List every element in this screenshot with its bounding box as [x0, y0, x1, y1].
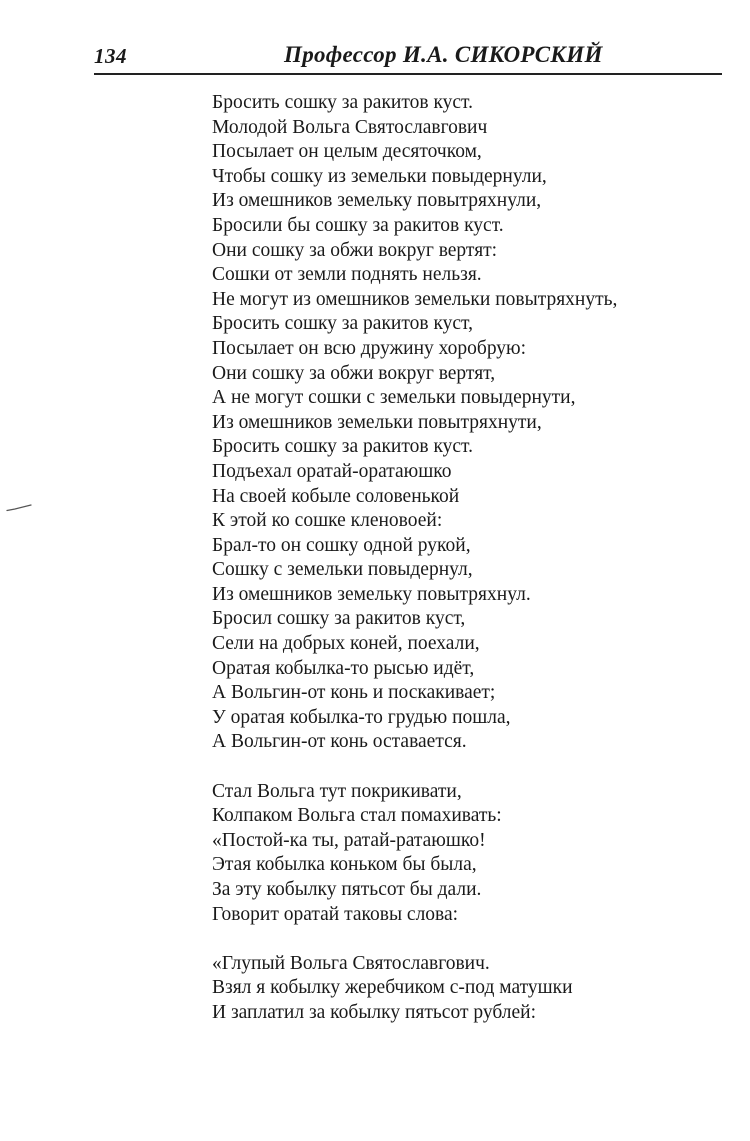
verse-line: Взял я кобылку жеребчиком с-под матушки — [212, 977, 573, 999]
verse-line: Бросили бы сошку за ракитов куст. — [212, 214, 504, 236]
verse-line: А не могут сошки с земельки повыдернути, — [212, 387, 576, 409]
verse-line: Не могут из омешников земельки повытряхнуть, — [212, 288, 618, 310]
verse-line: Они сошку за обжи вокруг вертят: — [212, 239, 498, 261]
margin-pencil-mark — [6, 504, 32, 512]
verse-line: Посылает он целым десяточком, — [212, 141, 482, 163]
verse-line: Сели на добрых коней, поехали, — [212, 633, 480, 655]
page-header — [94, 42, 720, 76]
verse-line: У оратая кобылка-то грудью пошла, — [212, 706, 511, 728]
page-number: 134 — [94, 44, 127, 68]
running-title: Профессор И.А. СИКОРСКИЙ — [284, 42, 603, 67]
verse-line: Молодой Вольга Святославгович — [212, 116, 488, 138]
verse-line: Сошки от земли поднять нельзя. — [212, 264, 482, 286]
stanza-3 — [212, 952, 712, 1026]
verse-line: Оратая кобылка-то рысью идёт, — [212, 657, 475, 679]
verse-line: И заплатил за кобылку пятьсот рублей: — [212, 1001, 537, 1023]
verse-line: Сошку с земельки повыдернул, — [212, 559, 473, 581]
verse-line: А Вольгин-от конь оставается. — [212, 731, 467, 753]
verse-line: Из омешников земельки повытряхнути, — [212, 411, 542, 433]
verse-line: «Постой-ка ты, ратай-ратаюшко! — [212, 829, 486, 851]
verse-line: Колпаком Вольга стал помахивать: — [212, 805, 502, 827]
verse-line: Бросить сошку за ракитов куст. — [212, 436, 473, 458]
verse-line: Бросить сошку за ракитов куст, — [212, 313, 473, 335]
verse-line: Они сошку за обжи вокруг вертят, — [212, 362, 496, 384]
verse-line: Из омешников земельку повытряхнул. — [212, 583, 531, 605]
verse-line: Чтобы сошку из земельки повыдернули, — [212, 165, 547, 187]
verse-line: Из омешников земельку повытряхнули, — [212, 190, 542, 212]
verse-line: Бросил сошку за ракитов куст, — [212, 608, 466, 630]
verse-line: Посылает он всю дружину хоробрую: — [212, 337, 527, 359]
poem-text — [212, 91, 712, 1026]
verse-line: К этой ко сошке кленовоей: — [212, 510, 443, 532]
verse-line: Стал Вольга тут покрикивати, — [212, 780, 462, 802]
verse-line: Этая кобылка коньком бы была, — [212, 854, 477, 876]
verse-line: Подъехал оратай-оратаюшко — [212, 460, 452, 482]
verse-line: А Вольгин-от конь и поскакивает; — [212, 682, 496, 704]
verse-line: Говорит оратай таковы слова: — [212, 903, 459, 925]
verse-line: За эту кобылку пятьсот бы дали. — [212, 879, 482, 900]
stanza-2 — [212, 780, 712, 928]
verse-line: «Глупый Вольга Святославгович. — [212, 952, 490, 974]
stanza-1 — [212, 91, 712, 755]
verse-line: Брал-то он сошку одной рукой, — [212, 534, 471, 556]
verse-line: На своей кобыле соловенькой — [212, 485, 460, 507]
verse-line: Бросить сошку за ракитов куст. — [212, 92, 473, 113]
header-rule — [94, 73, 722, 75]
